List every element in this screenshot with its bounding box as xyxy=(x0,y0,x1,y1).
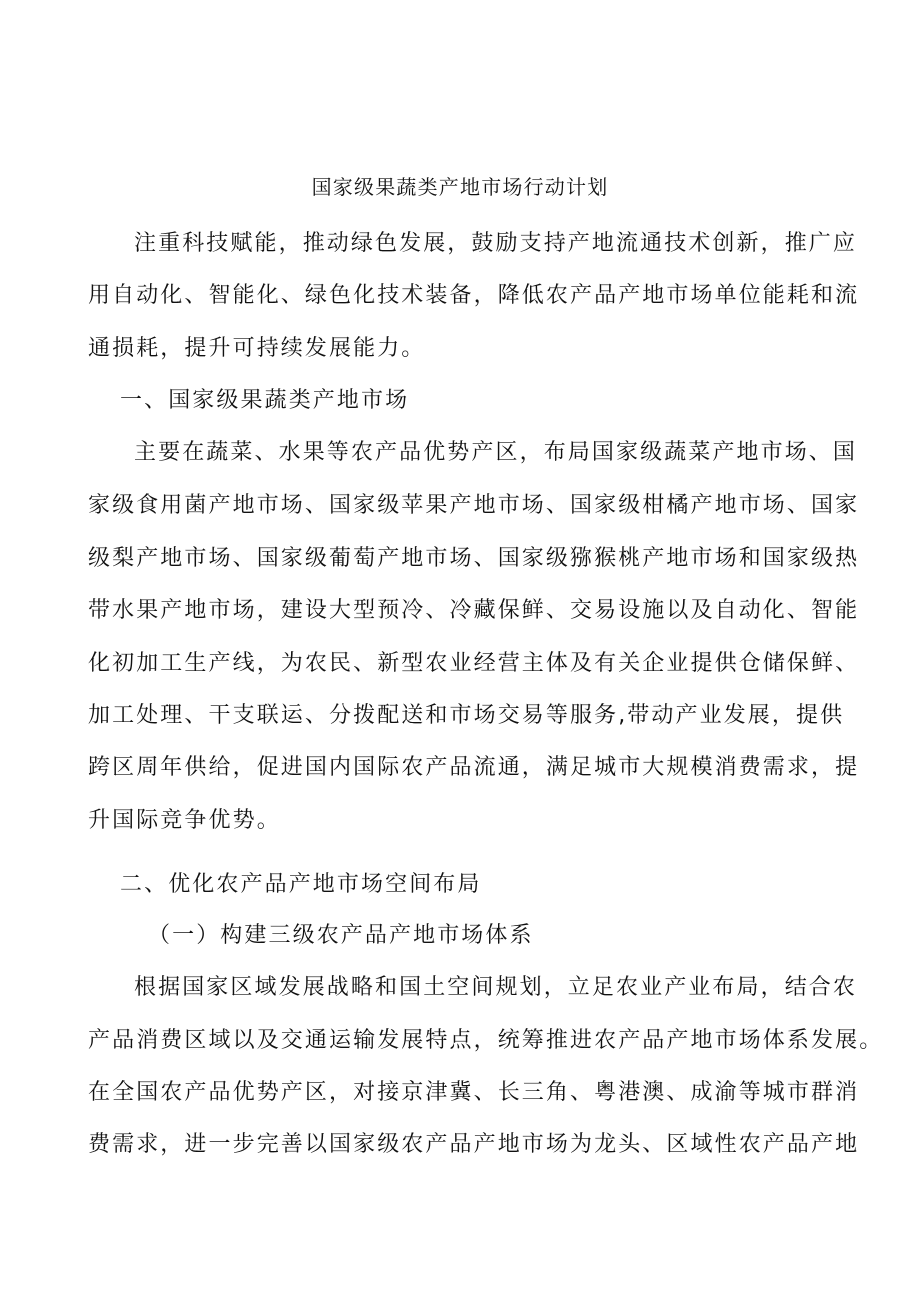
document-title: 国家级果蔬类产地市场行动计划 xyxy=(311,175,609,199)
paragraph-line: 注重科技赋能，推动绿色发展，鼓励支持产地流通技术创新，推广应 xyxy=(134,231,858,256)
subsection-heading: （一）构建三级农产品产地市场体系 xyxy=(148,923,534,948)
paragraph-line: 升国际竞争优势。 xyxy=(88,808,281,833)
paragraph-line: 产品消费区域以及交通运输发展特点，统筹推进农产品产地市场体系发展。 xyxy=(88,1028,884,1053)
paragraph-line: 带水果产地市场，建设大型预冷、冷藏保鲜、交易设施以及自动化、智能 xyxy=(88,598,860,623)
paragraph-line: 家级食用菌产地市场、国家级苹果产地市场、国家级柑橘产地市场、国家 xyxy=(88,493,860,518)
paragraph-line: 用自动化、智能化、绿色化技术装备，降低农产品产地市场单位能耗和流 xyxy=(88,283,860,308)
paragraph-line: 级梨产地市场、国家级葡萄产地市场、国家级猕猴桃产地市场和国家级热 xyxy=(88,546,860,571)
paragraph-line: 跨区周年供给，促进国内国际农产品流通，满足城市大规模消费需求，提 xyxy=(88,755,860,780)
section-heading-2: 二、优化农产品产地市场空间布局 xyxy=(120,872,482,897)
paragraph-line: 化初加工生产线，为农民、新型农业经营主体及有关企业提供仓储保鲜、 xyxy=(88,651,860,676)
paragraph-line: 根据国家区域发展战略和国土空间规划，立足农业产业布局，结合农 xyxy=(134,975,858,1000)
section-heading-1: 一、国家级果蔬类产地市场 xyxy=(120,388,410,413)
paragraph-line: 通损耗，提升可持续发展能力。 xyxy=(88,336,426,361)
paragraph-line: 费需求，进一步完善以国家级农产品产地市场为龙头、区域性农产品产地 xyxy=(88,1132,860,1157)
paragraph-line: 加工处理、干支联运、分拨配送和市场交易等服务,带动产业发展，提供 xyxy=(88,703,845,728)
paragraph-line: 主要在蔬菜、水果等农产品优势产区，布局国家级蔬菜产地市场、国 xyxy=(134,440,858,465)
paragraph-line: 在全国农产品优势产区，对接京津冀、长三角、粤港澳、成渝等城市群消 xyxy=(88,1080,860,1105)
